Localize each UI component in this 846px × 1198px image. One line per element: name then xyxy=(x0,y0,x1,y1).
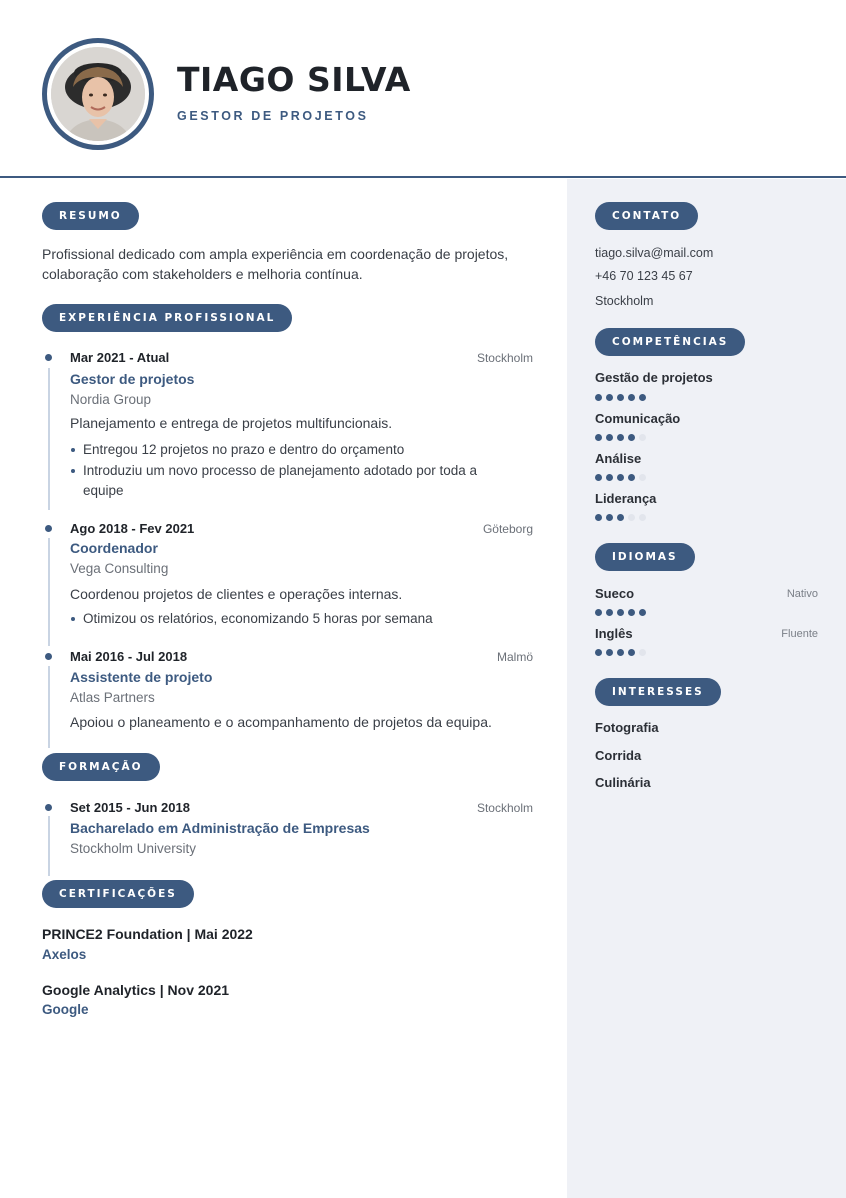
job-location: Göteborg xyxy=(482,522,533,536)
certification-org: Google xyxy=(42,1002,89,1017)
contact-city: Stockholm xyxy=(595,294,654,308)
job-company: Vega Consulting xyxy=(70,561,169,576)
level-dot xyxy=(606,609,613,616)
summary-text xyxy=(42,244,542,284)
level-dot xyxy=(628,394,635,401)
level-dot xyxy=(617,649,624,656)
section-certifications-heading: CERTIFICAÇÕES xyxy=(42,880,194,908)
job-location: Malmö xyxy=(496,650,533,664)
language-level-note: Fluente xyxy=(781,628,818,640)
job-title: Coordenador xyxy=(70,540,158,556)
section-education-heading: FORMAÇÃO xyxy=(42,753,160,781)
skill-level-dots xyxy=(595,514,646,521)
summary-line: colaboração com stakeholders e melhoria contínua. xyxy=(42,266,363,282)
level-dot xyxy=(595,434,602,441)
education-date: Set 2015 - Jun 2018 xyxy=(70,800,190,815)
skill-level-dots xyxy=(595,394,646,401)
skill-level-dots xyxy=(595,434,646,441)
section-contact-heading: CONTATO xyxy=(595,202,698,230)
level-dot xyxy=(606,394,613,401)
skill-name: Gestão de projetos xyxy=(595,370,713,385)
section-languages-heading: IDIOMAS xyxy=(595,543,695,571)
interest-item: Culinária xyxy=(595,775,651,790)
language-level-note: Nativo xyxy=(786,588,818,600)
level-dot xyxy=(617,514,624,521)
summary-line: Profissional dedicado com ampla experiência em coordenação de projetos, xyxy=(42,246,509,262)
job-description: Coordenou projetos de clientes e operações internas. xyxy=(70,586,403,602)
timeline-line xyxy=(48,816,50,876)
profile-photo-icon xyxy=(51,47,145,141)
job-bullet: Otimizou os relatórios, economizando 5 horas por semana xyxy=(83,609,433,629)
level-dot xyxy=(606,514,613,521)
level-dot xyxy=(606,649,613,656)
job-title: Assistente de projeto xyxy=(70,669,213,685)
section-summary-heading: RESUMO xyxy=(42,202,139,230)
level-dot xyxy=(617,394,624,401)
timeline-dot xyxy=(45,354,52,361)
interest-item: Corrida xyxy=(595,748,642,763)
level-dot xyxy=(595,474,602,481)
level-dot xyxy=(639,394,646,401)
level-dot xyxy=(639,609,646,616)
certification-name: PRINCE2 Foundation | Mai 2022 xyxy=(42,926,253,942)
skill-level-dots xyxy=(595,474,646,481)
level-dot xyxy=(628,434,635,441)
level-dot xyxy=(617,474,624,481)
timeline-dot xyxy=(45,525,52,532)
level-dot xyxy=(617,434,624,441)
skill-name: Comunicação xyxy=(595,411,681,426)
language-level-dots xyxy=(595,609,646,616)
level-dot xyxy=(628,609,635,616)
job-date: Mai 2016 - Jul 2018 xyxy=(70,649,188,664)
contact-phone: +46 70 123 45 67 xyxy=(595,269,693,283)
job-description: Planejamento e entrega de projetos multifuncionais. xyxy=(70,415,393,431)
level-dot xyxy=(606,474,613,481)
level-dot xyxy=(595,649,602,656)
level-dot xyxy=(628,474,635,481)
interest-item: Fotografia xyxy=(595,720,659,735)
skill-name: Liderança xyxy=(595,491,657,506)
level-dot xyxy=(639,514,646,521)
level-dot xyxy=(628,514,635,521)
education-location: Stockholm xyxy=(476,801,533,815)
level-dot xyxy=(617,609,624,616)
level-dot xyxy=(639,474,646,481)
level-dot xyxy=(606,434,613,441)
avatar xyxy=(51,47,145,141)
timeline-dot xyxy=(45,804,52,811)
level-dot xyxy=(639,649,646,656)
timeline-line xyxy=(48,666,50,748)
level-dot xyxy=(639,434,646,441)
certification-org: Axelos xyxy=(42,947,87,962)
education-school: Stockholm University xyxy=(70,841,197,856)
language-level-dots xyxy=(595,649,646,656)
candidate-role: GESTOR DE PROJETOS xyxy=(177,109,369,123)
job-company: Nordia Group xyxy=(70,392,152,407)
level-dot xyxy=(595,514,602,521)
resume-header xyxy=(0,0,846,178)
timeline-line xyxy=(48,538,50,646)
job-bullet: Entregou 12 projetos no prazo e dentro do orçamento xyxy=(83,440,404,460)
section-skills-heading: COMPETÊNCIAS xyxy=(595,328,745,356)
avatar-ring xyxy=(42,38,154,150)
job-location: Stockholm xyxy=(476,351,533,365)
level-dot xyxy=(595,609,602,616)
candidate-name: TIAGO SILVA xyxy=(177,60,411,99)
job-description: Apoiou o planeamento e o acompanhamento de projetos da equipa. xyxy=(70,714,492,730)
skill-name: Análise xyxy=(595,451,642,466)
level-dot xyxy=(628,649,635,656)
timeline-dot xyxy=(45,653,52,660)
level-dot xyxy=(595,394,602,401)
job-title: Gestor de projetos xyxy=(70,371,195,387)
certification-name: Google Analytics | Nov 2021 xyxy=(42,982,230,998)
section-experience-heading: EXPERIÊNCIA PROFISSIONAL xyxy=(42,304,292,332)
language-name: Sueco xyxy=(595,586,635,601)
job-bullet: Introduziu um novo processo de planejamento adotado por toda a xyxy=(83,461,477,481)
job-date: Mar 2021 - Atual xyxy=(70,350,170,365)
timeline-line xyxy=(48,368,50,510)
education-degree: Bacharelado em Administração de Empresas xyxy=(70,820,370,836)
job-date: Ago 2018 - Fev 2021 xyxy=(70,521,195,536)
contact-email[interactable]: tiago.silva@mail.com xyxy=(595,246,714,260)
job-company: Atlas Partners xyxy=(70,690,155,705)
language-name: Inglês xyxy=(595,626,633,641)
section-interests-heading: INTERESSES xyxy=(595,678,721,706)
job-bullet-continuation: equipe xyxy=(83,483,124,498)
